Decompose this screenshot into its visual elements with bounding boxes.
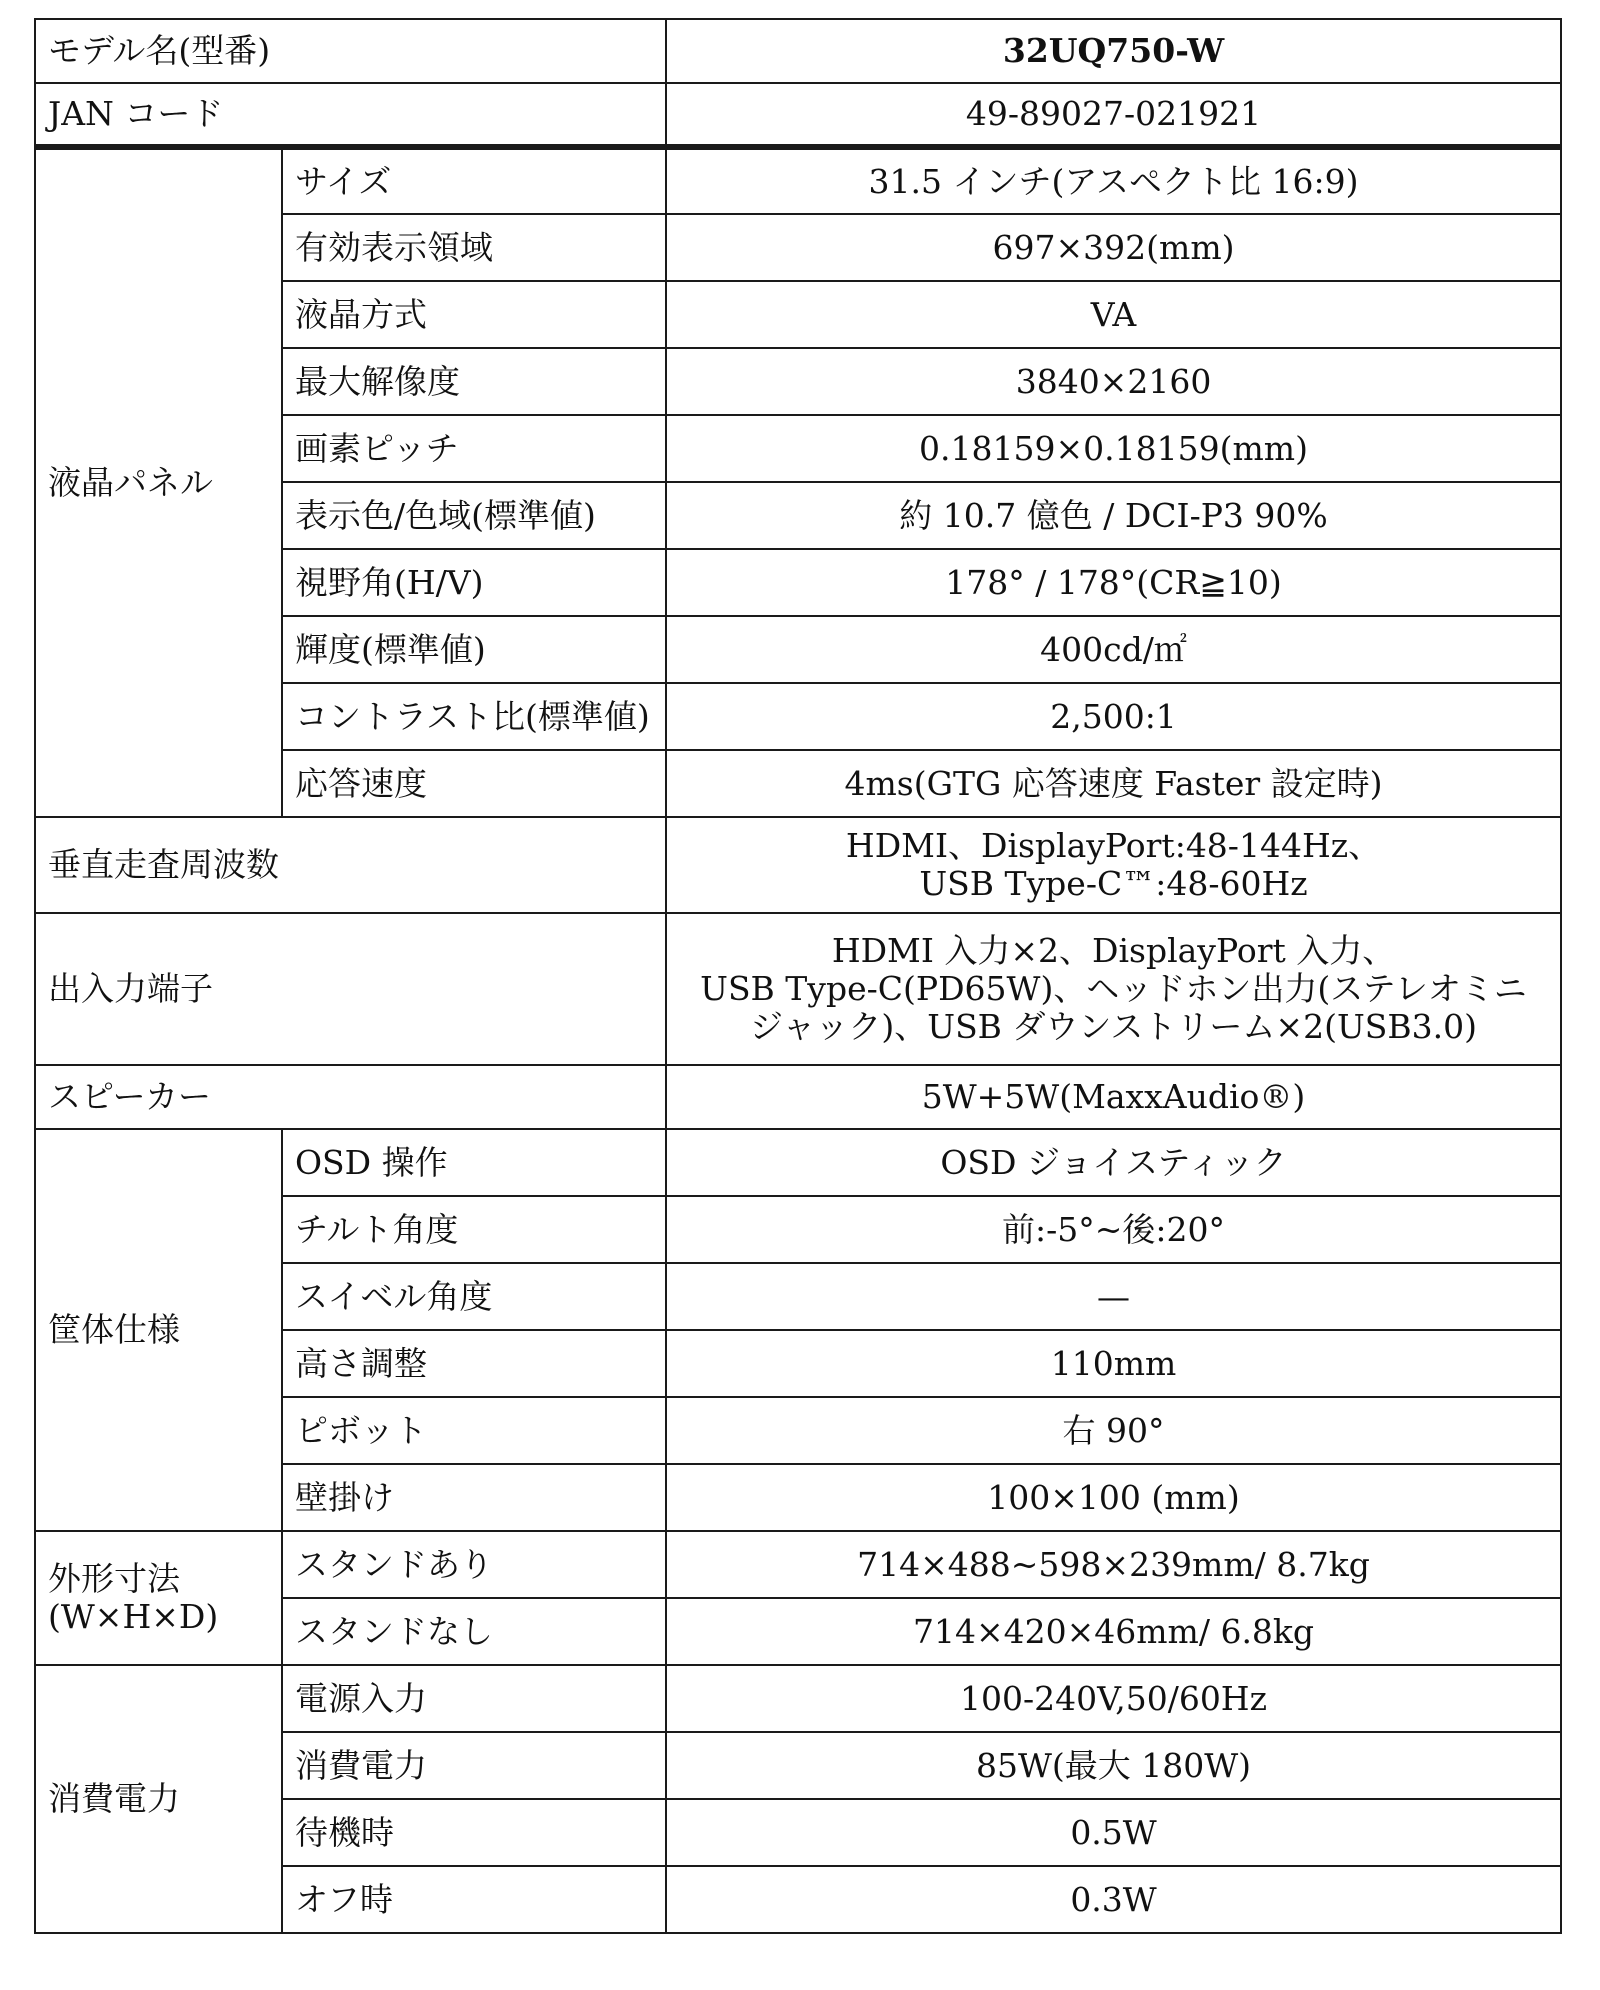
value-power-input: 100-240V,50/60Hz	[666, 1665, 1561, 1732]
label-model: モデル名(型番)	[35, 19, 666, 83]
value-standby: 0.5W	[666, 1799, 1561, 1866]
spec-table	[34, 18, 1562, 1934]
label-pivot: ピボット	[282, 1397, 666, 1464]
label-contrast: コントラスト比(標準値)	[282, 683, 666, 750]
value-tilt: 前:-5°~後:20°	[666, 1196, 1561, 1263]
label-jan: JAN コード	[35, 83, 666, 147]
value-wall-mount: 100×100 (mm)	[666, 1464, 1561, 1531]
value-display-area: 697×392(mm)	[666, 214, 1561, 281]
table-row	[35, 1531, 1561, 1598]
label-wall-mount: 壁掛け	[282, 1464, 666, 1531]
table-row	[35, 83, 1561, 147]
label-tilt: チルト角度	[282, 1196, 666, 1263]
label-swivel: スイベル角度	[282, 1263, 666, 1330]
label-viewing-angle: 視野角(H/V)	[282, 549, 666, 616]
label-power-consumption: 消費電力	[282, 1732, 666, 1799]
table-row	[35, 1065, 1561, 1129]
label-off: オフ時	[282, 1866, 666, 1933]
value-without-stand: 714×420×46mm/ 6.8kg	[666, 1598, 1561, 1665]
value-off: 0.3W	[666, 1866, 1561, 1933]
label-without-stand: スタンドなし	[282, 1598, 666, 1665]
value-power-consumption: 85W(最大 180W)	[666, 1732, 1561, 1799]
value-osd: OSD ジョイスティック	[666, 1129, 1561, 1196]
value-viewing-angle: 178° / 178°(CR≧10)	[666, 549, 1561, 616]
value-pixel-pitch: 0.18159×0.18159(mm)	[666, 415, 1561, 482]
table-row	[35, 817, 1561, 913]
value-vertical-freq: HDMI、DisplayPort:48-144Hz、 USB Type-C™:48-60Hz	[666, 817, 1561, 913]
label-lcd-type: 液晶方式	[282, 281, 666, 348]
value-contrast: 2,500:1	[666, 683, 1561, 750]
value-lcd-type: VA	[666, 281, 1561, 348]
label-height-adjust: 高さ調整	[282, 1330, 666, 1397]
label-power-input: 電源入力	[282, 1665, 666, 1732]
label-standby: 待機時	[282, 1799, 666, 1866]
group-housing: 筐体仕様	[35, 1129, 282, 1531]
value-with-stand: 714×488~598×239mm/ 8.7kg	[666, 1531, 1561, 1598]
value-jan: 49-89027-021921	[666, 83, 1561, 147]
value-brightness: 400cd/㎡	[666, 616, 1561, 683]
value-pivot: 右 90°	[666, 1397, 1561, 1464]
value-size: 31.5 インチ(アスペクト比 16:9)	[666, 147, 1561, 214]
table-row	[35, 147, 1561, 214]
table-row	[35, 19, 1561, 83]
label-brightness: 輝度(標準値)	[282, 616, 666, 683]
label-response-time: 応答速度	[282, 750, 666, 817]
group-dimensions: 外形寸法 (W×H×D)	[35, 1531, 282, 1665]
value-swivel: —	[666, 1263, 1561, 1330]
table-row	[35, 1129, 1561, 1196]
value-response-time: 4ms(GTG 応答速度 Faster 設定時)	[666, 750, 1561, 817]
label-io-ports: 出入力端子	[35, 913, 666, 1065]
label-vertical-freq: 垂直走査周波数	[35, 817, 666, 913]
label-with-stand: スタンドあり	[282, 1531, 666, 1598]
table-row	[35, 1665, 1561, 1732]
label-osd: OSD 操作	[282, 1129, 666, 1196]
value-height-adjust: 110mm	[666, 1330, 1561, 1397]
label-colors: 表示色/色域(標準値)	[282, 482, 666, 549]
value-io-ports: HDMI 入力×2、DisplayPort 入力、 USB Type-C(PD65W)、ヘッドホン出力(ステレオミニ ジャック)、USB ダウンストリーム×2(USB3.0)	[666, 913, 1561, 1065]
label-speaker: スピーカー	[35, 1065, 666, 1129]
label-pixel-pitch: 画素ピッチ	[282, 415, 666, 482]
label-display-area: 有効表示領域	[282, 214, 666, 281]
table-row	[35, 913, 1561, 1065]
group-panel: 液晶パネル	[35, 147, 282, 817]
label-size: サイズ	[282, 147, 666, 214]
value-model: 32UQ750-W	[666, 19, 1561, 83]
value-colors: 約 10.7 億色 / DCI-P3 90%	[666, 482, 1561, 549]
value-speaker: 5W+5W(MaxxAudio®)	[666, 1065, 1561, 1129]
value-resolution: 3840×2160	[666, 348, 1561, 415]
label-resolution: 最大解像度	[282, 348, 666, 415]
group-power: 消費電力	[35, 1665, 282, 1933]
